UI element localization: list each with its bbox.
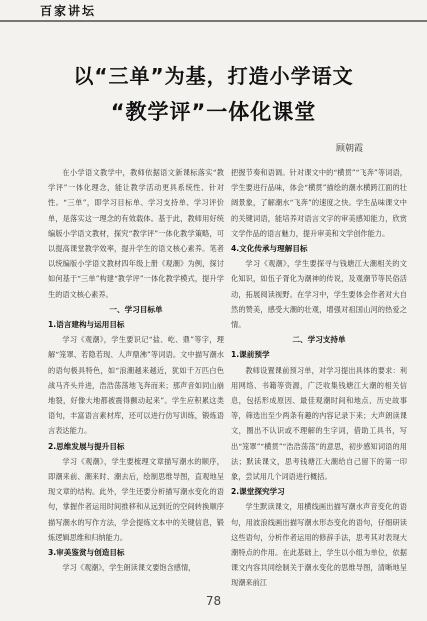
section-heading: 2.课堂探究学习 [231, 487, 285, 497]
page-number: 78 [205, 594, 222, 608]
section-heading: 一、学习目标单 [109, 304, 163, 314]
body-paragraph: 学习《观潮》，学生要探寻与钱塘江大潮相关的文化知识，如伍子胥化为潮神的传说，及观潮节等民俗活动，拓展阅读视野。在学习中，学生要体会作者对大自然的赞美，感受大潮的壮观，增强对祖国山河的热爱之情。 [231, 259, 407, 330]
section-heading: 1.课前预学 [231, 350, 270, 360]
article-title-line1: 以“三单”为基，打造小学语文 [73, 64, 354, 88]
section-tab: 百家讲坛 [40, 4, 97, 18]
body-paragraph: 学习《观潮》，学生要识记“盐、屹、鼎”等字，理解“笼罩、若隐若现、人声鼎沸”等词语。文中描写潮水的语句极具特色，如“浪潮越来越近，犹如千万匹白色战马齐头并进，浩浩荡荡地飞奔而来；那声音如同山崩地裂，好像大地都被震得颤动起来”。学生应积累这类语句，丰富语言素材库，还可以进行仿写训练，锻炼语言表达能力。 [48, 335, 224, 436]
body-paragraph: 学习《观潮》，学生要梳理文章描写潮水的顺序，即潮来前、潮来时、潮去后，绘制思维导图，直观地呈现文章的结构。此外，学生还要分析描写潮水变化的语句，掌握作者运用时间推移和从远到近的空间转换顺序描写潮水的写作方法，学会提炼文本中的关键信息，锻炼逻辑思维和归纳能力。 [48, 456, 224, 542]
section-heading: 1.语言建构与运用目标 [48, 320, 125, 330]
section-heading: 二、学习支持单 [292, 335, 346, 345]
section-heading: 3.审美鉴赏与创造目标 [48, 548, 125, 558]
body-paragraph: 教师设置课前预习单，对学习提出具体的要求：利用网络、书籍等资源，广泛收集钱塘江大潮的相关信息，包括形成原因、最佳观潮时间和地点、历史故事等，筛选出至少两条有趣的内容记录下来；大声朗读课文，圈出不认识或不理解的生字词，借助工具书，写出“笼罩”“横贯”“浩浩荡荡”的意思，初步感知词语的用法；默读课文，思考钱塘江大潮给自己留下的第一印象，尝试用几个词语进行概括。 [231, 365, 407, 482]
article-author: 顾朝霞 [336, 144, 364, 154]
article-title-line2: “教学评”一体化课堂 [110, 100, 317, 124]
body-paragraph: 把握节奏和语调。针对课文中的“横贯”“飞奔”等词语，学生要进行品味，体会“横贯”描绘的潮水横跨江面的壮阔景象，了解潮水“飞奔”的速度之快。学生品味课文中的关键词语，能培养对语言文字的审美感知能力，欣赏文学作品的语言魅力，提升审美和文学创作能力。 [231, 168, 407, 238]
left-column [48, 165, 224, 575]
section-header [0, 0, 427, 26]
section-heading: 4.文化传承与理解目标 [231, 244, 308, 254]
body-paragraph: 学习《观潮》，学生朗读课文要饱含感情， [62, 563, 196, 573]
body-paragraph: 在小学语文教学中，教师依据语文新课标落实“教学评”一体化理念，能让教学活动更具系统性、针对性。“三单”，即学习目标单、学习支持单、学习评价单，是落实这一理念的有效载体。基于此，教师用好统编版小学语文教材，探究“教学评”一体化教学策略，可以提高课堂教学效率，提升学生的语文核心素养。笔者以统编版小学语文教材四年级上册《观潮》为例，探讨如何基于“三单”构建“教学评”一体化教学模式，提升学生的语文核心素养。 [48, 168, 224, 299]
section-heading: 2.思维发展与提升目标 [48, 441, 125, 451]
right-column [231, 165, 407, 591]
header-rule [0, 20, 427, 22]
body-paragraph: 学生默读课文，用横线画出描写潮水声音变化的语句，用波浪线画出描写潮水形态变化的语句，仔细研读这些语句，分析作者运用的修辞手法，思考其对表现大潮特点的作用。在此基础上，学生以小组为单位，依据课文内容共同绘制关于潮水变化的思维导图，清晰地呈现潮来前江 [231, 502, 407, 588]
